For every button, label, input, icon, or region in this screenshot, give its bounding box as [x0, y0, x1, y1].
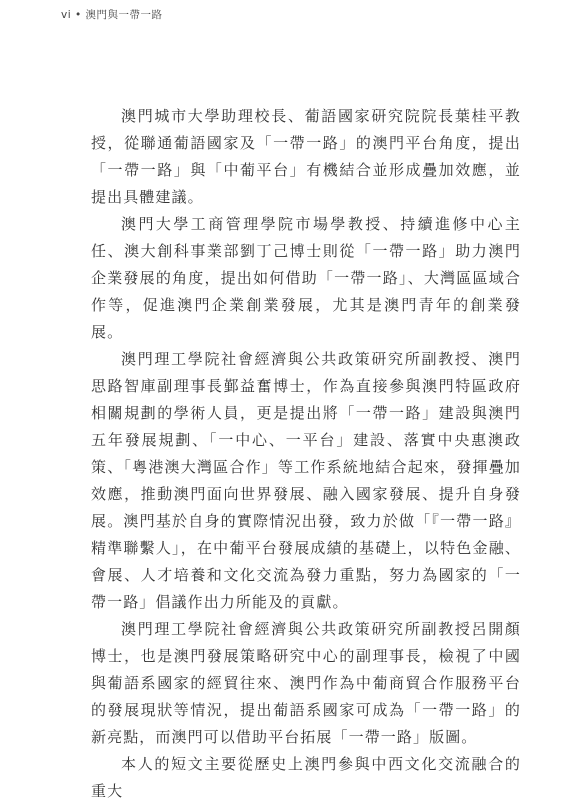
running-header: vi • 澳門與一帶一路 [61, 9, 163, 21]
paragraph-liu-dingji: 澳門大學工商管理學院市場學教授、持續進修中心主任、澳大創科事業部劉丁己博士則從「一帶一路」助力澳門企業發展的角度，提出如何借助「一帶一路」、大灣區區域合作等，促進澳門企業創業發展，尤其是澳門青年的創業發展。 [91, 215, 521, 341]
paragraph-yin-yifen: 澳門理工學院社會經濟與公共政策研究所副教授、澳門思路智庫副理事長鄞益奮博士，作為直接參與澳門特區政府相關規劃的學術人員，更是提出將「一帶一路」建設與澳門五年發展規劃、「一中心、一平台」建設、落實中央惠澳政策、「粵港澳大灣區合作」等工作系統地結合起來，發揮疊加效應，推動澳門面向世界發展、融入國家發展、提升自身發展。澳門基於自身的實際情況出發，致力於做「『一帶一路』精準聯繫人」，在中葡平台發展成績的基礎上，以特色金融、會展、人才培養和文化交流為發力重點，努力為國家的「一帶一路」倡議作出力所能及的貢獻。 [91, 350, 521, 611]
paragraph-ye-guiping: 澳門城市大學助理校長、葡語國家研究院院長葉桂平教授，從聯通葡語國家及「一帶一路」的澳門平台角度，提出「一帶一路」與「中葡平台」有機結合並形成疊加效應，並提出具體建議。 [91, 107, 521, 206]
paragraph-lu-kaiyan: 澳門理工學院社會經濟與公共政策研究所副教授呂開顏博士，也是澳門發展策略研究中心的副理事長，檢視了中國與葡語系國家的經貿往來、澳門作為中葡商貿合作服務平台的發展現狀等情況，提出葡語系國家可成為「一帶一路」的新亮點，而澳門可以借助平台拓展「一帶一路」版圖。 [91, 620, 521, 746]
paragraph-author-intro: 本人的短文主要從歷史上澳門參與中西文化交流融合的重大 [91, 755, 521, 800]
body-text [91, 103, 521, 805]
